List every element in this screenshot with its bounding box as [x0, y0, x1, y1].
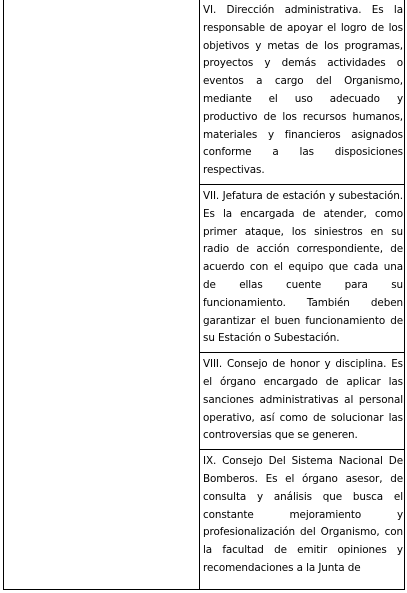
paragraph-jefatura-estacion: VII. Jefatura de estación y subestación. Es la encargada de atender, como primer ataque, los siniestros en su radio de acción correspondiente, de acuerdo con el equipo que cada una de ellas cuente para su funcionamiento. También deben garantizar el buen funcionamiento de su Estación o Subestación.	[203, 189, 403, 345]
empty-left-cell	[4, 0, 200, 590]
legal-text-table	[3, 0, 405, 590]
paragraph-consejo-sistema-nacional: IX. Consejo Del Sistema Nacional De Bomberos. Es el órgano asesor, de consulta y análisis que busca el constante mejoramiento y profesionalización del Organismo, con la facultad de emitir opiniones y recomendaciones a la Junta de	[203, 455, 403, 574]
paragraph-consejo-honor: VIII. Consejo de honor y disciplina. Es el órgano encargado de aplicar las sanciones administrativas al personal operativo, así como de solucionar las controversias que se generen.	[203, 358, 403, 442]
paragraph-direccion-administrativa: VI. Dirección administrativa. Es la responsable de apoyar el logro de los objetivos y metas de los programas, proyectos y demás actividades o eventos a cargo del Organismo, mediante el uso adecuado y productivo de los recursos humanos, materiales y financieros asignados conforme a las disposiciones respectivas.	[203, 4, 403, 177]
text-cell	[200, 0, 405, 590]
table-row	[4, 0, 405, 590]
